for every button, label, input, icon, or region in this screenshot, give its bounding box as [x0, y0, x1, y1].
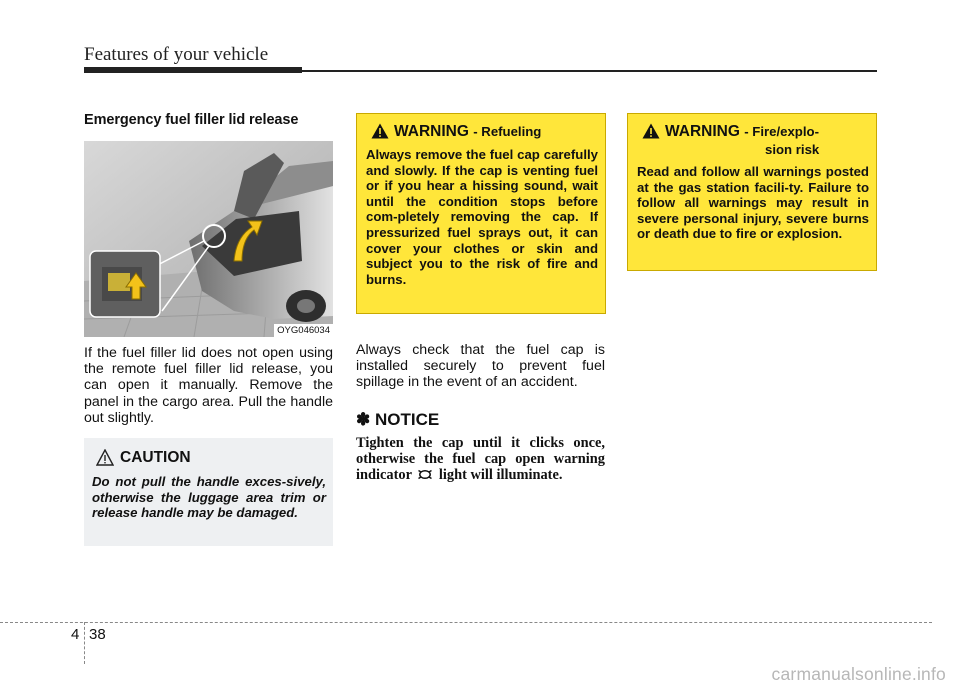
notice-text-after: light will illuminate. — [438, 467, 563, 484]
trunk-photo — [84, 141, 333, 337]
notice-title: ✽ NOTICE — [356, 410, 440, 429]
warning-refueling-box — [356, 113, 606, 314]
header-title: Features of your vehicle — [84, 44, 269, 65]
warning-label: WARNING — [394, 123, 469, 140]
caution-box — [84, 438, 333, 546]
section-title: Emergency fuel filler lid release — [84, 112, 299, 128]
warning-refueling-title — [394, 123, 541, 141]
fuel-cap-indicator-icon — [417, 469, 433, 480]
notice-text — [356, 435, 605, 484]
warning-fire-subtitle-2: sion risk — [765, 142, 820, 157]
section-body: If the fuel filler lid does not open using the remote fuel filler lid release, you can open it manually. Remove the panel in the cargo area. Pull the handle out slightly. — [84, 345, 333, 426]
caution-text: Do not pull the handle exces-sively, otherwise the luggage area trim or release handle may be damaged. — [92, 474, 326, 521]
footer-vertical-divider — [84, 622, 85, 664]
warning-refueling-subtitle: - Refueling — [473, 124, 542, 139]
trunk-illustration — [84, 141, 333, 337]
chapter-number: 4 — [71, 626, 80, 643]
warning-fire-text: Read and follow all warnings posted at the gas station facili-ty. Failure to follow all warnings may result in severe personal injury, severe burns or death due to fire or explosion. — [637, 164, 869, 242]
page-number: 38 — [89, 626, 106, 643]
warning-fire-title — [665, 123, 819, 141]
warning-refueling-text: Always remove the fuel cap carefully and slowly. If the cap is venting fuel or if you hear a hissing sound, wait until the condition stops before com-pletely removing the cap. If pressurized fuel sprays out, it can cover your clothes or skin and subject you to the risk of fire and burns. — [366, 147, 598, 287]
warning-triangle-icon — [371, 123, 389, 139]
image-caption: OYG046034 — [274, 324, 333, 337]
warning-fire-box — [627, 113, 877, 271]
warning-fire-subtitle-1: - Fire/explo- — [744, 124, 819, 139]
header-divider-thick — [84, 67, 302, 73]
footer-divider — [0, 622, 932, 623]
middle-body-text: Always check that the fuel cap is installed securely to prevent fuel spillage in the event of an accident. — [356, 342, 605, 391]
caution-title: CAUTION — [120, 449, 191, 466]
watermark: carmanualsonline.info — [771, 664, 946, 684]
warning-triangle-icon — [642, 123, 660, 139]
warning-label: WARNING — [665, 123, 740, 140]
caution-triangle-icon — [96, 449, 114, 466]
notice-text-before: Tighten the cap until it clicks once, otherwise the fuel cap open warning indicator — [356, 435, 605, 484]
header-divider-thin — [300, 70, 877, 72]
